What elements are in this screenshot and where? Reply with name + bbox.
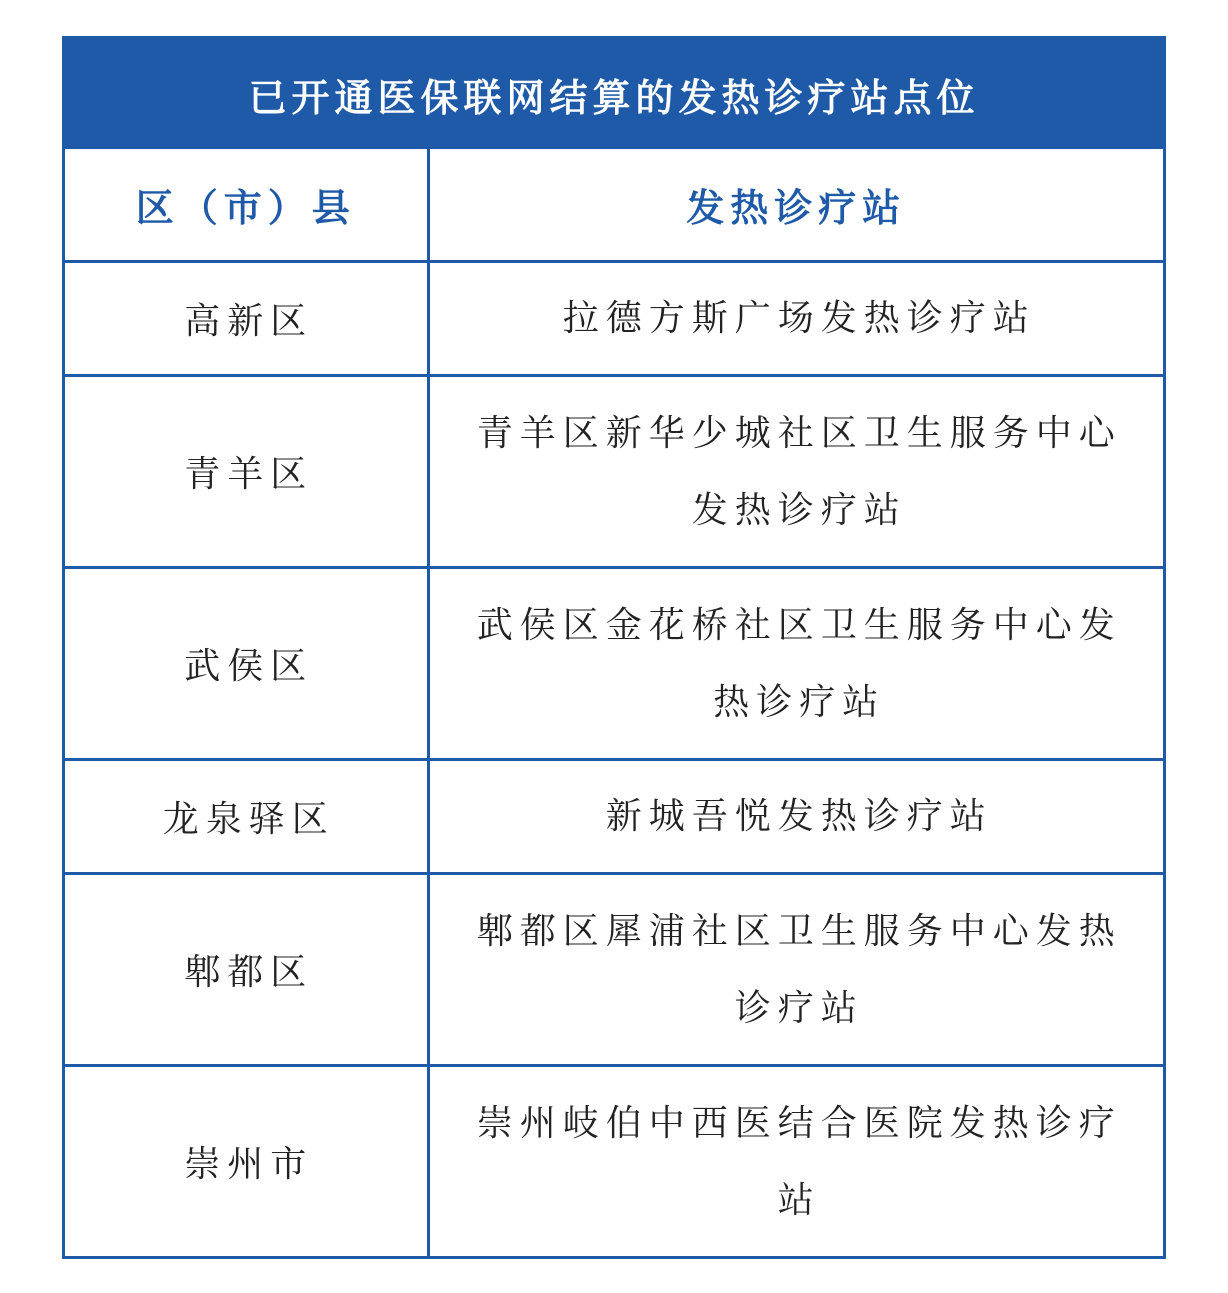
table-row bbox=[65, 874, 1163, 1066]
header-district: 区（市）县 bbox=[65, 149, 428, 262]
district-cell: 青羊区 bbox=[65, 376, 428, 568]
table-title: 已开通医保联网结算的发热诊疗站点位 bbox=[65, 39, 1163, 149]
station-cell: 崇州岐伯中西医结合医院发热诊疗站 bbox=[428, 1066, 1163, 1257]
station-cell: 拉德方斯广场发热诊疗站 bbox=[428, 262, 1163, 376]
district-cell: 崇州市 bbox=[65, 1066, 428, 1257]
station-cell: 新城吾悦发热诊疗站 bbox=[428, 760, 1163, 874]
district-cell: 高新区 bbox=[65, 262, 428, 376]
station-cell: 郫都区犀浦社区卫生服务中心发热诊疗站 bbox=[428, 874, 1163, 1066]
district-cell: 龙泉驿区 bbox=[65, 760, 428, 874]
header-row bbox=[65, 149, 1163, 262]
table-row bbox=[65, 568, 1163, 760]
fever-clinic-table bbox=[62, 36, 1166, 1259]
district-cell: 武侯区 bbox=[65, 568, 428, 760]
clinic-list bbox=[65, 149, 1163, 1256]
district-cell: 郫都区 bbox=[65, 874, 428, 1066]
table-row bbox=[65, 1066, 1163, 1257]
station-cell: 武侯区金花桥社区卫生服务中心发热诊疗站 bbox=[428, 568, 1163, 760]
station-cell: 青羊区新华少城社区卫生服务中心发热诊疗站 bbox=[428, 376, 1163, 568]
table-row bbox=[65, 376, 1163, 568]
table-row bbox=[65, 262, 1163, 376]
table-row bbox=[65, 760, 1163, 874]
header-station: 发热诊疗站 bbox=[428, 149, 1163, 262]
